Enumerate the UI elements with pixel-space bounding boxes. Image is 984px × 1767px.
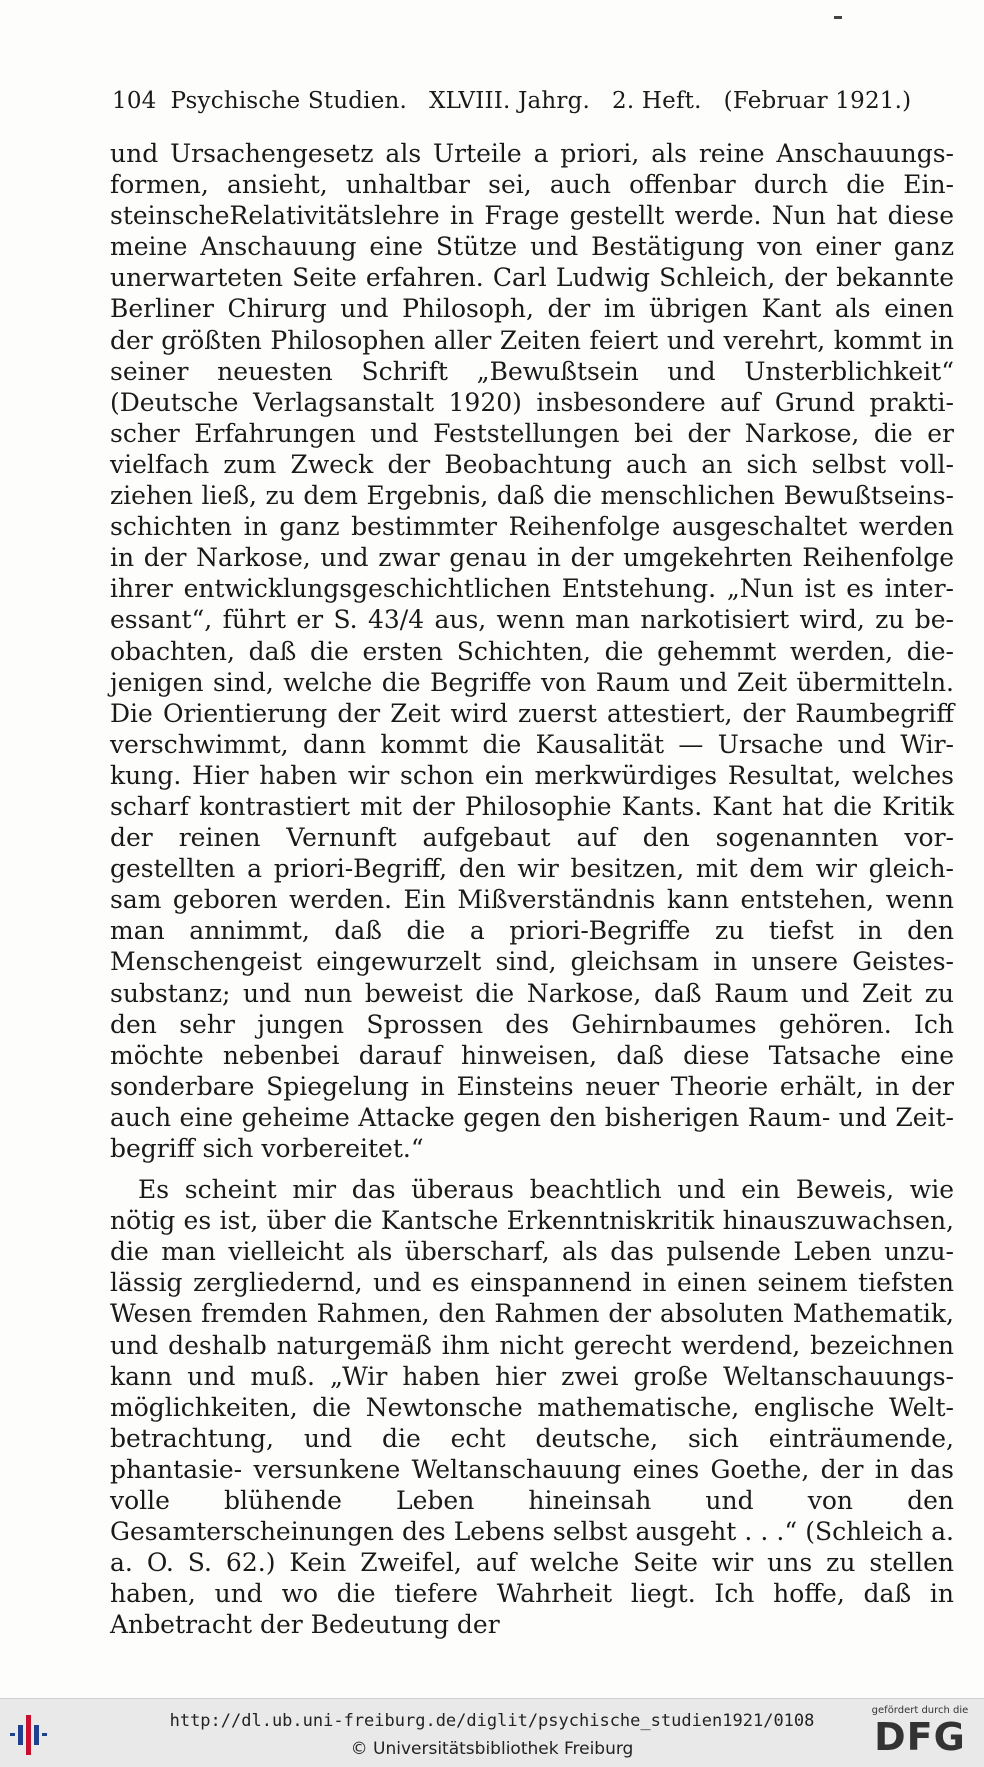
body-text [110, 138, 954, 1641]
running-head [112, 88, 912, 114]
issue-label: 2. Heft. [612, 88, 702, 114]
journal-title: Psychische Studien. [170, 88, 408, 114]
copyright-notice: © Universitätsbibliothek Freiburg [350, 1739, 634, 1759]
page-number: 104 [112, 88, 157, 114]
paragraph-1: und Ursachengesetz als Urteile a priori, als reine Anschauungs- formen, ansieht, unhaltbar sei, auch offenbar durch die Ein- steinscheRelativitätslehre in Frage gestellt werde. Nun hat diese meine Anschauung eine Stütze und Bestätigung von einer ganz unerwarteten Seite erfahren. Carl Ludwig Schleich, der bekannte Berliner Chirurg und Philosoph, der im übrigen Kant als einen der größten Philosophen aller Zeiten feiert und verehrt, kommt in seiner neuesten Schrift „Bewußtsein und Unsterblichkeit“ (Deutsche Verlagsanstalt 1920) insbesondere auf Grund prakti- scher Erfahrungen und Feststellungen bei der Narkose, die er vielfach zum Zweck der Beobachtung auch an sich selbst voll- ziehen ließ, zu dem Ergebnis, daß die menschlichen Bewußtseins- schichten in ganz bestimmter Reihenfolge ausgeschaltet werden in der Narkose, und zwar genau in der umgekehrten Reihenfolge ihrer entwicklungsgeschichtlichen Entstehung. „Nun ist es inter- essant“, führt er S. 43/4 aus, wenn man narkotisiert wird, zu be- obachten, daß die ersten Schichten, die gehemmt werden, die- jenigen sind, welche die Begriffe von Raum und Zeit übermitteln. Die Orientierung der Zeit wird zuerst attestiert, der Raumbegriff verschwimmt, dann kommt die Kausalität — Ursache und Wir- kung. Hier haben wir schon ein merkwürdiges Resultat, welches scharf kontrastiert mit der Philosophie Kants. Kant hat die Kritik der reinen Vernunft aufgebaut auf den sogenannten vor- gestellten a priori-Begriff, den wir besitzen, mit dem wir gleich- sam geboren werden. Ein Mißverständnis kann entstehen, wenn man annimmt, daß die a priori-Begriffe zu tiefst in den Menschengeist eingewurzelt sind, gleichsam in unsere Geistes- substanz; und nun beweist die Narkose, daß Raum und Zeit zu den sehr jungen Sprossen des Gehirnbaumes gehören. Ich möchte nebenbei darauf hinweisen, daß diese Tatsache eine sonderbare Spiegelung in Einsteins neuer Theorie erhält, in der auch eine geheime Attacke gegen den bisherigen Raum- und Zeit- begriff sich vorbereitet.“ [110, 139, 954, 1163]
dfg-logo-icon: DFG [874, 1715, 966, 1759]
paragraph-2: Es scheint mir das überaus beachtlich und ein Beweis, wie nötig es ist, über die Kantsche Erkenntniskritik hinauszuwachsen, die man vielleicht als überscharf, als das pulsende Leben unzu- lässig zergliedernd, und es einspannend in einen seinem tiefsten Wesen fremden Rahmen, den Rahmen der absoluten Mathematik, und deshalb naturgemäß ihm nicht gerecht werdend, bezeichnen kann und muß. „Wir haben hier zwei große Weltanschauungs- möglichkeiten, die Newtonsche mathematische, englische Welt- betrachtung, und die echt deutsche, sich einträumende, phantasie- versunkene Weltanschauung eines Goethe, der in das volle blühende Leben hineinsah und von den Gesamterscheinungen des Lebens selbst ausgeht . . .“ (Schleich a. a. O. S. 62.) Kein Zweifel, auf welche Seite wir uns zu stellen haben, und wo die tiefere Wahrheit liegt. Ich hoffe, daß in Anbetracht der Bedeutung der [110, 1175, 954, 1640]
issue-date: (Februar 1921.) [723, 88, 912, 114]
scan-artifact-mark [834, 16, 842, 19]
permalink-url[interactable]: http://dl.ub.uni-freiburg.de/diglit/psychische_studien1921/0108 [169, 1711, 815, 1731]
volume-label: XLVIII. Jahrg. [429, 88, 591, 114]
dfg-funding-badge [868, 1703, 972, 1763]
viewer-footer [0, 1698, 984, 1767]
dfg-tagline: gefördert durch die [871, 1705, 969, 1716]
